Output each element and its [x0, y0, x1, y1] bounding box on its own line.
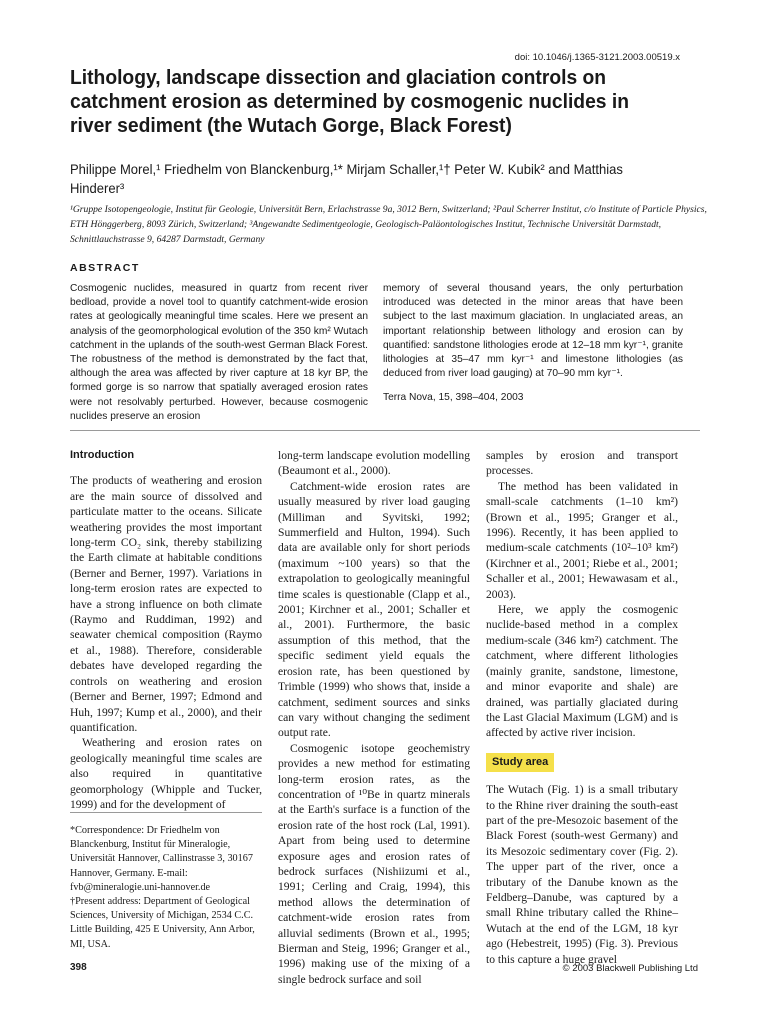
abstract-heading: ABSTRACT	[70, 262, 140, 274]
paragraph: long-term landscape evolution modelling (Beaumont et al., 2000).	[278, 449, 470, 478]
paragraph: Catchment-wide erosion rates are usually measured by river load gauging (Milliman and Syvitski, 1992; Summerfield and Hulton, 1994). Such data are available only for short periods (maximum ~100 years) so that the extrapolation to geologically meaningful time scales is questionable (Clapp et al., 2001; Kirchner et al., 2001; Schaller et al., 2001). Furthermore, the basic assumption of this method, that the specific sediment yield equals the erosion rate, has been questioned by Trimble (1999) who shows that, inside a catchment, sediment sources and sinks can vary without changing the sediment output rate.	[278, 479, 470, 740]
page-number: 398	[70, 962, 87, 973]
abstract-text-right: memory of several thousand years, the only perturbation introduced was detected in the minor areas that have been subject to the last maximum glaciation. In unglaciated areas, an important relationship between lithology and erosion can by quantified: sandstone lithologies erode at 12–18 mm kyr⁻¹, granite lithologies at 35–47 mm kyr⁻¹ and limestone lithologies (as deduced from river load gauging) at 70–90 mm kyr⁻¹.	[383, 283, 683, 380]
body-column-1	[70, 448, 262, 812]
abstract-divider	[70, 430, 700, 431]
copyright-notice: © 2003 Blackwell Publishing Ltd	[562, 963, 698, 974]
introduction-heading: Introduction	[70, 449, 135, 461]
article-title: Lithology, landscape dissection and glaciation controls on catchment erosion as determined by cosmogenic nuclides in river sediment (the Wutach Gorge, Black Forest)	[70, 66, 629, 137]
doi: doi: 10.1046/j.1365-3121.2003.00519.x	[514, 52, 680, 63]
footnotes	[70, 824, 262, 952]
body-column-2	[278, 448, 470, 987]
abstract-text-left: Cosmogenic nuclides, measured in quartz from recent river bedload, provide a novel tool to quantify catchment-wide erosion rates at geologically meaningful time scales. Here we present an analysis of the geomorphological evolution of the 350 km² Wutach catchment in the uplands of the south-west German Black Forest. The robustness of the method is demonstrated by the fact that, although the area was affected by river capture at 18 kyr BP, the formed gorge is so narrow that spatially averaged erosion rates were not resolvably perturbed. However, because cosmogenic nuclides preserve an erosion	[70, 283, 368, 422]
paragraph: The Wutach (Fig. 1) is a small tributary to the Rhine river draining the south-east part of the pre-Mesozoic basement of the Black Forest (south-west Germany) and its Mesozoic sedimentary cover (Fig. 2). The upper part of the river, once a tributary of the Danube known as the Feldberg–Danube, was captured by a small Rhine tributary called the Rhine–Wutach at the end of the LGM, 18 kyr ago (Hebestreit, 1995) (Fig. 3). Previous to this capture a huge gravel	[486, 783, 678, 966]
author-list: Philippe Morel,¹ Friedhelm von Blanckenburg,¹* Mirjam Schaller,¹† Peter W. Kubik² and Matthias Hinderer³	[70, 161, 623, 196]
study-area-heading: Study area	[486, 753, 554, 772]
journal-reference: Terra Nova, 15, 398–404, 2003	[383, 392, 524, 403]
paragraph: samples by erosion and transport processes.	[486, 449, 678, 478]
paragraph: The method has been validated in small-scale catchments (1–10 km²) (Brown et al., 1995; Granger et al., 1996). Recently, it has been applied to medium-scale catchments (10²–10³ km²) (Kirchner et al., 2001; Riebe et al., 2001; Schaller et al., 2001; Hewawasam et al., 2003).	[486, 479, 678, 601]
paragraph: The products of weathering and erosion are the main source of dissolved and particulate matter to the oceans. Silicate weathering provides the most important long-term CO₂ sink, thereby stabilizing the Earth climate at habitable conditions (Berner and Berner, 1997). Variations in long-term erosion rates are expected to have a strong influence on both climate (Raymo and Ruddiman, 1992) and seawater chemical composition (Raymo et al., 1988). Therefore, considerable debates have developed regarding the controls on weathering and erosion (Berner and Berner, 1997; Edmond and Huh, 1997; Kump et al., 2000), and their quantification.	[70, 474, 262, 734]
paragraph: Cosmogenic isotope geochemistry provides a new method for estimating long-term erosion rates, as the concentration of ¹⁰Be in quartz minerals at the Earth's surface is a function of the erosion rate of the host rock (Lal, 1991). Apart from being used to determine exposure ages and erosion rates of bedrock surfaces (Nishiizumi et al., 1991; Cerling and Craig, 1994), this method allows the determination of catchment-wide erosion rates from alluvial sediments (Brown et al., 1995; Bierman and Steig, 1996; Granger et al., 1996) making use of the mixing of a single bedrock surface and soil	[278, 741, 470, 986]
paragraph: Weathering and erosion rates on geologically meaningful time scales are also required in quantitative geomorphology (Whipple and Tucker, 1999) and for the development of	[70, 736, 262, 811]
footnote-divider	[70, 812, 262, 813]
address-footnote: †Present address: Department of Geological Sciences, University of Michigan, 2534 C.C. Little Building, 425 E University, Ann Arbor, MI, USA.	[70, 896, 255, 950]
paragraph: Here, we apply the cosmogenic nuclide-based method in a complex medium-scale (346 km²) catchment. The catchment, where different lithologies (mainly granite, sandstone, limestone, and minor evaporite and shale) are drained, was partially glaciated during the Last Glacial Maximum (LGM) and is affected by active river incision.	[486, 603, 678, 740]
affiliations: ¹Gruppe Isotopengeologie, Institut für Geologie, Universität Bern, Erlachstrasse 9a, 3012 Bern, Switzerland; ²Paul Scherrer Institut, c/o Institute of Particle Physics, ETH Hönggerberg, 8093 Zürich, Switzerland; ³Angewandte Sedimentgeologie, Geologisch-Paläontologisches Institut, Technische Universität Darmstadt, Schnittlauchstrasse 9, 64287 Darmstadt, Germany	[70, 204, 707, 245]
correspondence-footnote: *Correspondence: Dr Friedhelm von Blanckenburg, Institut für Mineralogie, Universität Hannover, Callinstrasse 3, 30167 Hannover, Germany. E-mail: fvb@mineralogie.uni-hannover.de	[70, 825, 253, 893]
body-column-3	[486, 448, 678, 967]
